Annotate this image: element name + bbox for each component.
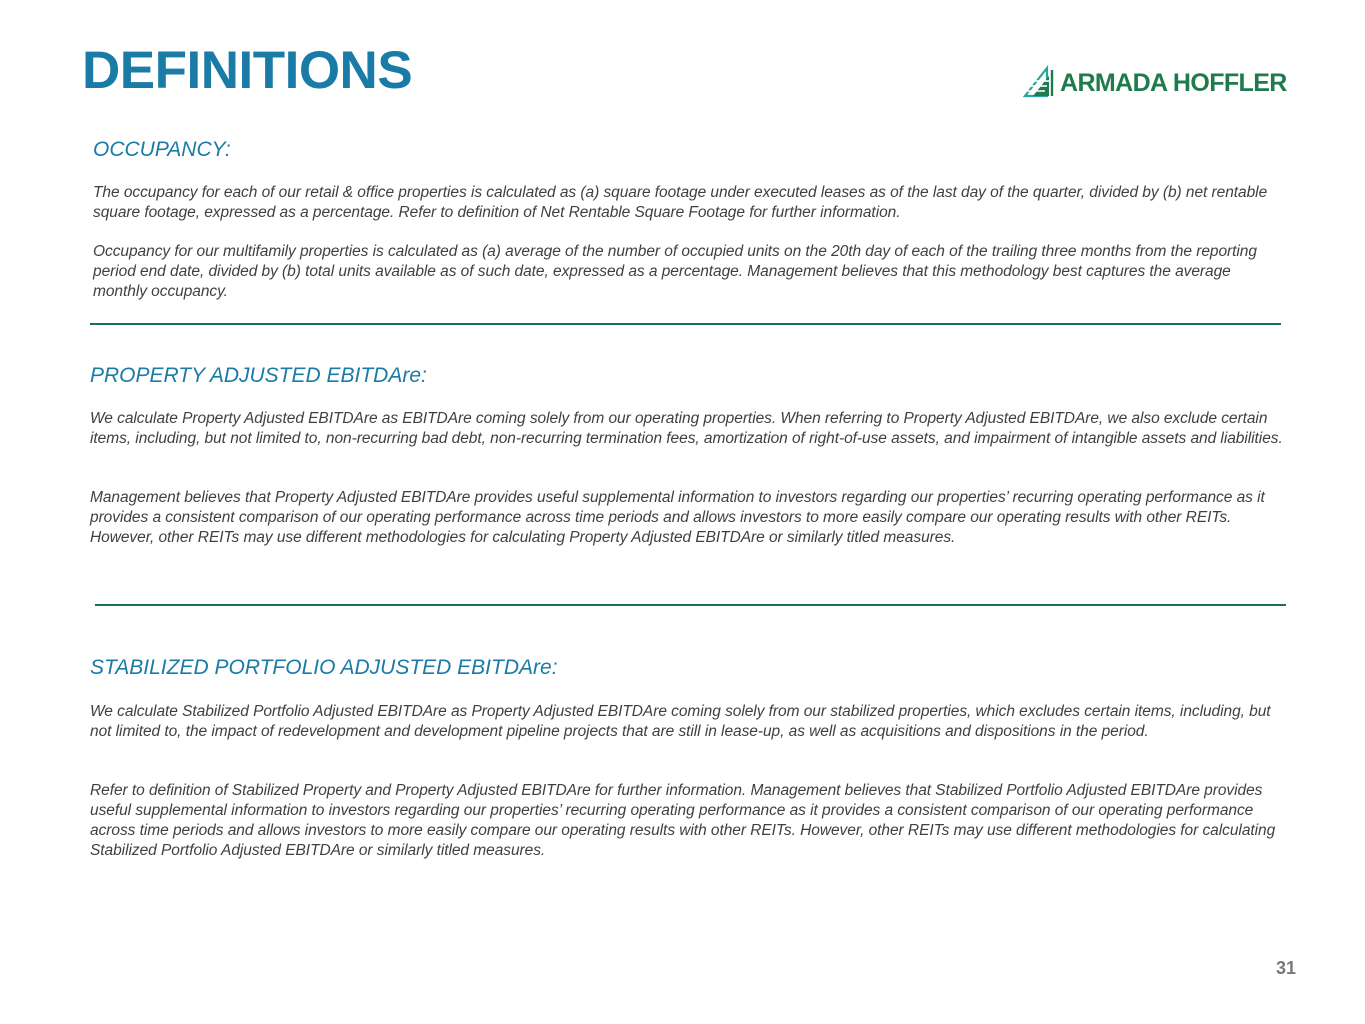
occupancy-paragraph-multifamily: Occupancy for our multifamily properties is calculated as (a) average of the number of occupied units on the 20th day of each of the trailing three months from the reporting period end date, divided by (b) total units available as of such date, expressed as a percentage. Management believes that this methodology best captures the average monthly occupancy.	[93, 243, 1257, 300]
property-adjusted-ebitdare-paragraph-management: Management believes that Property Adjusted EBITDAre provides useful supplemental information to investors regarding our properties’ recurring operating performance as it provides a consistent comparison of our operating performance across time periods and allows investors to more easily compare our operating results with other REITs. However, other REITs may use different methodologies for calculating Property Adjusted EBITDAre or similarly titled measures.	[90, 489, 1265, 546]
section-divider	[90, 323, 1281, 325]
stabilized-portfolio-paragraph-calculation: We calculate Stabilized Portfolio Adjusted EBITDAre as Property Adjusted EBITDAre coming solely from our stabilized properties, which excludes certain items, including, but not limited to, the impact of redevelopment and development pipeline projects that are still in lease-up, as well as acquisitions and dispositions in the period.	[90, 703, 1271, 740]
stabilized-portfolio-adjusted-ebitdare-heading: STABILIZED PORTFOLIO ADJUSTED EBITDAre:	[90, 656, 558, 679]
property-adjusted-ebitdare-heading: PROPERTY ADJUSTED EBITDAre:	[90, 364, 427, 387]
company-logo	[1023, 62, 1303, 100]
page-title: DEFINITIONS	[82, 41, 413, 100]
page-number: 31	[1275, 958, 1296, 978]
property-adjusted-ebitdare-paragraph-calculation: We calculate Property Adjusted EBITDAre as EBITDAre coming solely from our operating properties. When referring to Property Adjusted EBITDAre, we also exclude certain items, including, but not limited to, non-recurring bad debt, non-recurring termination fees, amortization of right-of-use assets, and impairment of intangible assets and liabilities.	[90, 410, 1283, 447]
occupancy-paragraph-retail-office: The occupancy for each of our retail & office properties is calculated as (a) square footage under executed leases as of the last day of the quarter, divided by (b) net rentable square footage, expressed as a percentage. Refer to definition of Net Rentable Square Footage for further information.	[93, 184, 1268, 221]
armada-hoffler-logo-icon	[1023, 64, 1057, 98]
stabilized-portfolio-paragraph-management: Refer to definition of Stabilized Property and Property Adjusted EBITDAre for further information. Management believes that Stabilized Portfolio Adjusted EBITDAre provides useful supplemental information to investors regarding our properties’ recurring operating performance as it provides a consistent comparison of our operating performance across time periods and allows investors to more easily compare our operating results with other REITs. However, other REITs may use different methodologies for calculating Stabilized Portfolio Adjusted EBITDAre or similarly titled measures.	[90, 782, 1276, 859]
logo-wordmark: ARMADA HOFFLER	[1060, 69, 1287, 97]
occupancy-heading: OCCUPANCY:	[93, 138, 231, 161]
section-divider	[95, 604, 1286, 606]
